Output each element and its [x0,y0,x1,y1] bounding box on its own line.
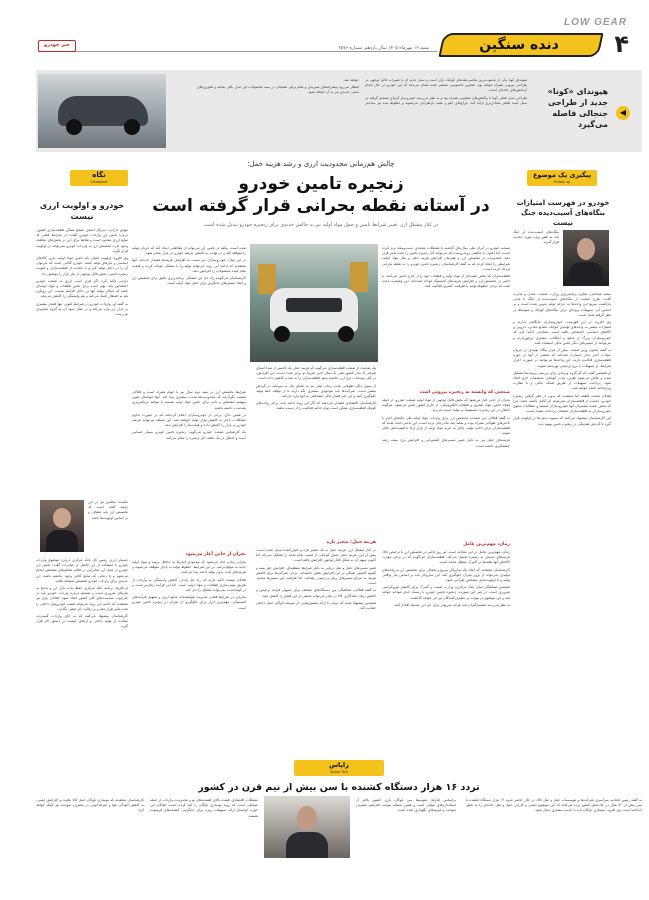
bottom-section-label: زاپاس [329,761,349,769]
main-subhead-3: بحران از جایی آغاز می‌شود [185,552,246,557]
page-number: ۴ [614,30,629,58]
main-col-3: شرایط تخصیص ارز در نیمه دوم سال نیز با ابهام همراه است و فعالان صنعت نگران‌اند که محدودیت‌ها شدت بیشتری پیدا کند. آنها خواستار تعیین سهمیه مشخص و ثابت برای تامین مواد اولیه هستند تا بتوانند برنامه‌ریزی بلندمدت داشته باشند. در همین حال، برخی از خودروسازان اعلام کرده‌اند که در صورت تداوم مشکلات، ناچار به کاهش تیراژ تولید خواهند شد. این مسئله می‌تواند عرضه خودرو به بازار را کاهش داده و قیمت‌ها را افزایش دهد. یک کارشناس صنعت خودرو می‌گوید: زنجیره تامین خودرو بسیار حساس است و اختلال در یک حلقه، کل زنجیره را متاثر می‌کند. [132,390,246,440]
bottom-body-mid: براساس آمارها، متوسط سن ناوگان باری کشور بالاتر از استانداردهای جهانی است و همین مسئله موجب افزایش مصرف سوخت و هزینه‌های نگهداری شده است. [356,798,456,813]
main-subhead-2: هزینه حمل؛ متغیر تازه [326,540,376,545]
bottom-body-right: به گفته رئیس اتحادیه سراسری شرکت‌ها و موسسات حمل و نقل کالا، در حال حاضر حدود ۱۶ هزار دستگاه کشنده با سن بیش از ۵۰ سال در جاده‌های کشور تردد می‌کنند که این موضوع ایمنی و کارایی حمل و نقل جاده‌ای را به خطر انداخته است. وی افزود: نوسازی ناوگان باید با جدیت بیشتری دنبال شود. [466,798,642,813]
bottom-headline: تردد ۱۶ هزار دستگاه کشنده با سن بیش از نیم قرن در کشور [198,782,480,793]
main-col-2b: در کنار مشکل ارز، هزینه حمل به یک متغیر تازه و تعیین‌کننده تبدیل شده است. پیش از این، هزینه حمل بخش کوچکی از قیمت تمام شده را تشکیل می‌داد، اما اکنون سهم آن به شکل قابل توجهی افزایش یافته است. تغییر مسیرهای حمل و نقل دریایی به دلیل شرایط منطقه‌ای، افزایش حق بیمه و کمبود کانتینر، همگی در این افزایش نقش داشته‌اند. برخی شرکت‌ها برای کاهش هزینه به سراغ مسیرهای ریلی و زمینی رفته‌اند، اما ظرفیت این مسیرها محدود است. به گفته فعالان، هماهنگی بین دستگاه‌های مختلف برای تسهیل فرایند ترخیص و کاهش زمان ماندگاری کالا در بنادر می‌تواند بخشی از این فشار را کاهش دهد. همچنین پیشنهاد شده که دولت با ارائه مشوق‌هایی، از توسعه ناوگان حمل داخلی حمایت کند. [256,548,376,611]
section-title: دنده سنگین [479,37,559,53]
left-column [36,170,128,758]
left-body-2: نماینده مجلس نیز در این زمینه گفته است که تخصیص ارز باید شفاف و بر اساس اولویت‌ها باشد. [88,500,128,520]
main-col-left-top: شده است. وقفه در تامین ارز می‌تواند از مقاطعی ایجاد کند که جریان تولید را متوقف کند و در نهایت به کاهش عرضه خودرو در بازار منجر شود. در این میان، خودروسازان نیز نسبت به افزایش هزینه‌ها هشدار داده‌اند. آنها معتقدند که ادامه این روند می‌تواند تولید را با مشکل مواجه کرده و قیمت تمام شده محصولات را افزایش دهد. کارشناسان می‌گویند راه حل این مشکل، برنامه‌ریزی دقیق برای تخصیص ارز و ایجاد مسیرهای جایگزین برای حمل مواد اولیه است. [132,246,246,286]
right-section-label: پیگیری یک موضوع [532,171,592,179]
bottom-portrait [264,796,350,858]
left-section-label-en: Viewpoint [90,180,108,184]
right-portrait [563,230,609,286]
right-column [513,170,611,758]
left-portrait [40,500,84,552]
left-section-label: نگاه [92,171,106,179]
main-headline-line1: زنجیره تامین خودرو [238,174,404,194]
main-subhead-4: زمان، مهم‌ترین عامل [463,542,510,547]
header-rule [38,51,437,52]
main-col-right-top: صنعت خودرو در ایران طی سال‌های گذشته با مشکلات متعددی دست‌وپنجه نرم کرده است، اما اکنون با چالشی روبه‌روست که می‌تواند کل زنجیره تامین را تحت تاثیر قرار دهد. محدودیت در تخصیص ارز و همزمان افزایش هزینه حمل و نقل مواد اولیه، شرایطی را ایجاد کرده که به گفته کارشناسان، زنجیره تامین خودرو را به نقطه بحرانی نزدیک کرده است. قطعه‌سازان که بخش عمده‌ای از مواد اولیه و قطعات خود را از خارج تامین می‌کنند، با تاخیر در تخصیص ارز و افزایش هزینه‌های لجستیک مواجه شده‌اند. این وضعیت باعث شده که برخی خطوط تولید با ظرفیت کمتری فعالیت کنند. [382,246,510,289]
main-subhead-1: صنعتی که وابسته به زنجیره بیرونی است [419,390,510,395]
bottom-story [36,760,642,860]
left-body-3: دستیار ارزی رئیس کل بانک مرکزی درباره موضوع واردات خودرو با استفاده از ارز حاصل از صادرات گفت: تامین ارز خودرو از محل ارز صادراتی در قالب تفاهم‌های مشخص انجام می‌شود و تا زمانی که منابع کافی وجود نداشته باشد، ارز جدیدی برای واردات خودرو تخصیص نخواهد یافت. او افزود: برنامه بانک مرکزی حفظ ثبات بازار ارز و پاسخ به نیازهای ضروری است و تصمیم درباره واردات خودرو باید در چارچوب سیاست‌های کلی کشور اتخاذ شود. فعالان بازار نیز معتقدند که ادامه این روند می‌تواند قیمت خودروهای داخلی را تحت تاثیر قرار دهد و بر رقابت اثر منفی بگذارد. کارشناسان پیشنهاد می‌کنند که به جای واردات گسترده، حمایت از تولید داخلی و ارتقای کیفیت در دستور کار قرار گیرد. [36,558,128,629]
top-story [36,70,642,152]
masthead [0,0,649,70]
masthead-brand: LOW GEAR [564,17,627,28]
right-title: خودرو در فهرست امتیازات بنگاه‌های آسیب‌دیده جنگ نیست [516,199,610,227]
factory-photo [250,244,378,362]
main-col-1b: زمان، مهم‌ترین عامل در این معادله است. هر روز تاخیر در تخصیص ارز یا ترخیص کالا، هزینه‌های جدیدی به زنجیره تحمیل می‌کند. قطعه‌سازان می‌گویند که در برخی موارد، کالاهای آنها هفته‌ها در گمرک معطل مانده است. کارشناسان معتقدند که ایجاد یک سازوکار سریع و شفاف برای تخصیص ارز به واحدهای تولیدی، می‌تواند از بروز بحران جلوگیری کند. این سازوکار باید بر اساس نیاز واقعی تولید و با اولویت‌بندی مشخص طراحی شود. همچنین هماهنگی میان بانک مرکزی، وزارت صمت و گمرک برای کاهش بوروکراسی ضروری است. در غیر این صورت، زنجیره تامین خودرو با ریسک جدی مواجه خواهد شد و این موضوع در نهایت بر مصرف‌کنندگان نیز اثر خواهد گذاشت. به نظر می‌رسد تصمیم‌گیران باید هرچه سریع‌تر برای حل این مسئله اقدام کنند. [382,550,510,607]
top-story-headline: هیوندای «کونا» جدید از طراحی جنجالی فاصله می‌گیرد [547,87,608,129]
main-col-1: بحران از جایی آغاز می‌شود که بخش قابل توجهی از مواد اولیه صنعت خودرو، از جمله فولاد خاص، مواد پلیمری و قطعات الکترونیکی، از خارج کشور تامین می‌شود. هرگونه اختلال در این زنجیره، مستقیماً به تولید آسیب می‌زند. به گفته فعالان این صنعت، تخصیص ارز برای واردات مواد اولیه طی ماه‌های اخیر با تاخیرهای طولانی همراه بوده و بعضاً چند ماه زمان برده است. این تاخیر باعث شده که قطعه‌سازان برای ادامه تولید، ناچار به خرید مواد اولیه از بازار آزاد با قیمت‌های بالاتر شوند. هزینه‌های حمل نیز به دلیل تغییر مسیرهای کشتیرانی و افزایش نرخ بیمه، رشد چشمگیری داشته است. [382,398,510,448]
main-col-3b: بحران زمانی آغاز می‌شود که موجودی انبارها به حداقل برسد و مواد اولیه جدید به موقع نرسد. در این شرایط، خطوط تولید به ناچار متوقف می‌شوند و هزینه‌های ثابت بدون تولید ادامه پیدا می‌کنند. فعالان صنعت تاکید دارند که راه حل پایدار، کاهش وابستگی به واردات از طریق بومی‌سازی قطعات و مواد اولیه است. اما این فرآیند زمان‌بر است و در کوتاه‌مدت نمی‌تواند مشکل را حل کند. بنابراین در شرایط فعلی، مدیریت هوشمندانه منابع ارزی و تسهیل فرآیندهای لجستیکی، مهم‌ترین ابزار برای جلوگیری از بحران در زنجیره تامین خودرو است. [132,560,246,610]
logo-text: خبر خودرو [44,42,70,48]
right-body-quote: بنگاه‌های آسیب‌دیده از جنگ باید به طور ویژه مورد حمایت قرار گیرند. [513,230,559,245]
issue-line: شنبه ۱۲ مهرماه ۱۴۰۵ سال یازدهم، شماره ۲۵۷۶ [338,46,429,51]
main-story [132,158,510,756]
main-kicker: چالش هم‌زمانی محدودیت ارزی و رشد هزینه حمل؛ [247,160,395,168]
top-story-body: هیوندای کونا یکی از محبوب‌ترین شاسی‌بلندهای کوچک بازار است و نسل جدید آن با تغییرات قابل توجهی در طراحی بیرونی همراه خواهد بود. تصاویر جاسوسی منتشر شده نشان می‌دهد که این خودرو در حال انجام آزمایش‌های جاده‌ای است. طراحی نسل فعلی کونا با واکنش‌های متفاوتی همراه بود و به نظر می‌رسد خودروساز کره‌ای تصمیم گرفته در نسل آینده ظاهر متعادل‌تری ارائه کند. چراغ‌های جلو و عقب بازطراحی می‌شوند و خطوط بدنه نیز ساده‌تر خواهد شد. انتظار می‌رود پیشرانه‌های هیبریدی و تمام برقی همچنان در سبد محصولات این مدل باقی بمانند و فناوری‌های ایمنی جدیدی نیز به آن اضافه شود. [197,78,527,105]
main-headline-line2: در آستانه نقطه بحرانی قرار گرفته است [152,196,490,216]
bottom-section-label-en: Spare Tire [330,770,348,774]
main-col-2: یک نماینده از صنعت قطعه‌سازی می‌گوید که هزینه حمل یک کانتینر از مبدأ آسیای شرقی تا بنادر کشور طی یک سال اخیر تقریباً دو برابر شده است. این افزایش، در کنار نوسانات نرخ ارز، حاشیه سود قطعه‌سازان را به شدت کاهش داده است. از سوی دیگر، طولانی شدن زمان حمل نیز به معنای نیاز به سرمایه در گردش بیشتر است. شرکت‌ها باید موجودی بیشتری نگه دارند تا از توقف خط تولید جلوگیری کنند و این امر فشار مالی مضاعفی به آنها وارد می‌کند. کارشناسان اقتصادی هشدار می‌دهند که اگر این روند ادامه یابد، برخی واحدهای کوچک قطعه‌سازی ممکن است توان ادامه فعالیت را از دست بدهند. [256,366,376,411]
left-title: خودرو و اولویت ارزی نیست [39,201,125,221]
right-body: سعید شجاعی، معاون برنامه‌ریزی وزارت صنعت، معدن و تجارت گفت: طرح حمایت از بنگاه‌های آسیب‌دیده از جنگ با هدف بازگشت سریع این واحدها به چرخه تولید تدوین شده است و بر اساس آن، تسهیلات ویژه‌ای برای بنگاه‌های کوچک و متوسط در نظر گرفته شده است. وی افزود: در این فهرست، خودروسازان جایگاهی ندارند و امتیازات بیشتر به واحدهای تولیدی کوچک، صنایع غذایی، دارویی و کالاهای اساسی اختصاص یافته است. شجاعی تاکید کرد که خودروسازان بزرگ از منابع و امکانات بیشتری برخوردارند و می‌توانند از مسیرهای دیگر تامین مالی استفاده کنند. به گفته معاون وزیر صمت، بیش از هزار بنگاه تولیدی در جریان حوادث اخیر دچار خسارت شده‌اند که بخشی از آنها در حوزه قطعه‌سازی فعالیت دارند. این واحدها می‌توانند در صورت احراز شرایط، از تسهیلات با نرخ ترجیحی بهره‌مند شوند. او همچنین گفت که کارگروه ویژه‌ای برای بررسی پرونده‌ها تشکیل شده و تلاش می‌شود ظرف مدت کوتاهی تصمیمات لازم اتخاذ شود. پرداخت تسهیلات از طریق شبکه بانکی و با نظارت وزارتخانه انجام خواهد شد. فعالان صنعت قطعه اما معتقدند که بدون در نظر گرفتن زنجیره خودرو، حمایت از قطعه‌سازان نمی‌تواند اثر کامل داشته باشد؛ چرا که بخش عمده مشتریان آنها خودروسازان هستند و مطالبات معوق خودروسازان به قطعه‌سازان همچنان پرداخت نشده است. این کارشناسان پیشنهاد می‌کنند که تسویه بدهی‌ها در اولویت قرار گیرد تا گردش نقدینگی در زنجیره تامین بهبود یابد. [513,292,611,426]
bottom-body-left: مشکلات اقتصادی، قیمت بالای کشنده‌های نو و محدودیت واردات از جمله عواملی است که روند نوسازی ناوگان را کند کرده است. فعالان این حوزه خواستار ارائه تسهیلات ویژه برای جایگزینی کشنده‌های فرسوده هستند. کارشناسان معتقدند که نوسازی ناوگان حمل کالا علاوه بر افزایش ایمنی، به کاهش آلودگی هوا و صرفه‌جویی در مصرف سوخت نیز کمک خواهد کرد. [36,798,258,818]
arrow-icon: ◀ [616,106,630,120]
top-story-photo [38,74,166,148]
left-body-1: مهدی دارابی، دبیرکل انجمن صنایع همگن قطعه‌سازی کشور، درباره تامین ارز واردات خودرو گفت: در شرایط فعلی که منابع ارزی محدود است و تقاضا برای ارز در بخش‌های مختلف وجود دارد، تخصیص ارز به واردات خودرو نمی‌تواند در اولویت قرار بگیرد. وی افزود: اولویت اصلی باید تامین مواد اولیه، دارو، کالاهای اساسی و نیازهای تولید باشد. خودرو کالایی است که می‌توان آن را در داخل تولید کرد و با حمایت از قطعه‌سازان و تقویت زنجیره تامین، بخش قابل توجهی از نیاز بازار را پوشش داد. دارابی تاکید کرد: اگر قرار است ارزی به صنعت خودرو اختصاص یابد، بهتر است برای تامین قطعات و مواد اولیه‌ای باشد که امکان تولید آنها در داخل فراهم نیست. این رویکرد هم به اشتغال کمک می‌کند و هم وابستگی را کاهش می‌دهد. به گفته او، واردات خودرو در شرایط کنونی تنها فشار بیشتری بر بازار ارز وارد می‌کند و در عمل سود آن به گروه محدودی می‌رسد. [36,228,128,317]
right-section-label-en: Follow up [553,180,571,184]
main-lead: در کنار مشکل ارز، تغییر شرایط تامین و حمل مواد اولیه نیز به چالش جدیدی برای زنجیره خودرو تبدیل شده است [204,222,438,228]
